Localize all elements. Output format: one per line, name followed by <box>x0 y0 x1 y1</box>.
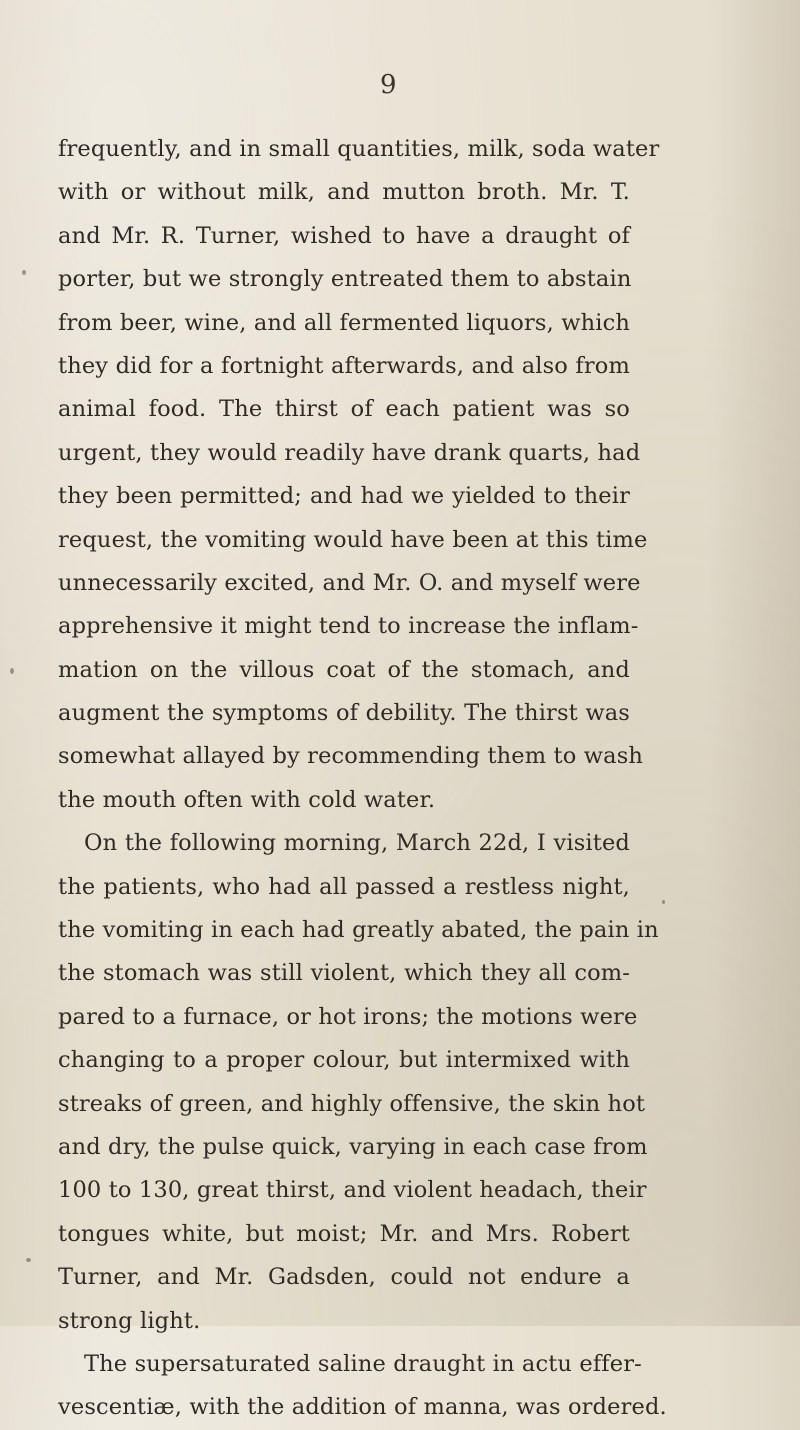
text-line: the patients, who had all passed a restless night, <box>58 873 630 900</box>
text-line: request, the vomiting would have been at this time <box>58 526 648 553</box>
text-line: porter, but we strongly entreated them to abstain <box>58 266 632 293</box>
page-edge-shadow <box>710 0 800 1326</box>
paper-speck <box>10 668 14 674</box>
text-line: they been permitted; and had we yielded to their <box>58 483 630 510</box>
text-line: streaks of green, and highly offensive, the skin hot <box>58 1090 646 1117</box>
text-line: and dry, the pulse quick, varying in each case from <box>58 1133 648 1160</box>
paper-speck <box>26 1258 31 1262</box>
paragraph-start-line: On the following morning, March 22d, I visited <box>84 830 630 857</box>
text-line: vescentiæ, with the addition of manna, was ordered. <box>58 1394 667 1421</box>
paper-speck <box>662 900 665 904</box>
text-line: somewhat allayed by recommending them to wash <box>58 743 644 770</box>
text-line: augment the symptoms of debility. The thirst was <box>58 700 630 727</box>
text-line: tongues white, but moist; Mr. and Mrs. Robert <box>58 1220 630 1247</box>
text-line: urgent, they would readily have drank quarts, had <box>58 439 641 466</box>
text-line: the vomiting in each had greatly abated, the pain in <box>58 917 659 944</box>
body-text <box>58 128 667 1430</box>
text-line: apprehensive it might tend to increase the inflam- <box>58 613 639 640</box>
text-line: 100 to 130, great thirst, and violent headach, their <box>58 1177 647 1204</box>
text-line: with or without milk, and mutton broth. Mr. T. <box>58 179 630 206</box>
text-line: changing to a proper colour, but intermixed with <box>58 1047 630 1074</box>
paper-speck <box>22 270 26 275</box>
paragraph-start-line: The supersaturated saline draught in actu effer- <box>84 1350 642 1377</box>
text-line: and Mr. R. Turner, wished to have a draught of <box>58 222 630 249</box>
text-line: frequently, and in small quantities, milk, soda water <box>58 136 660 162</box>
text-line: the stomach was still violent, which they all com- <box>58 960 630 987</box>
text-line: unnecessarily excited, and Mr. O. and myself were <box>58 569 641 596</box>
page-number: 9 <box>380 70 397 100</box>
text-line: pared to a furnace, or hot irons; the motions were <box>58 1003 638 1030</box>
text-line: mation on the villous coat of the stomach, and <box>58 656 630 683</box>
text-line: Turner, and Mr. Gadsden, could not endure a <box>58 1264 630 1291</box>
text-line: strong light. <box>58 1307 201 1334</box>
text-line: animal food. The thirst of each patient was so <box>58 396 630 423</box>
text-line: the mouth often with cold water. <box>58 786 436 813</box>
text-line: from beer, wine, and all fermented liquors, which <box>58 309 631 336</box>
text-line: they did for a fortnight afterwards, and also from <box>58 352 630 379</box>
